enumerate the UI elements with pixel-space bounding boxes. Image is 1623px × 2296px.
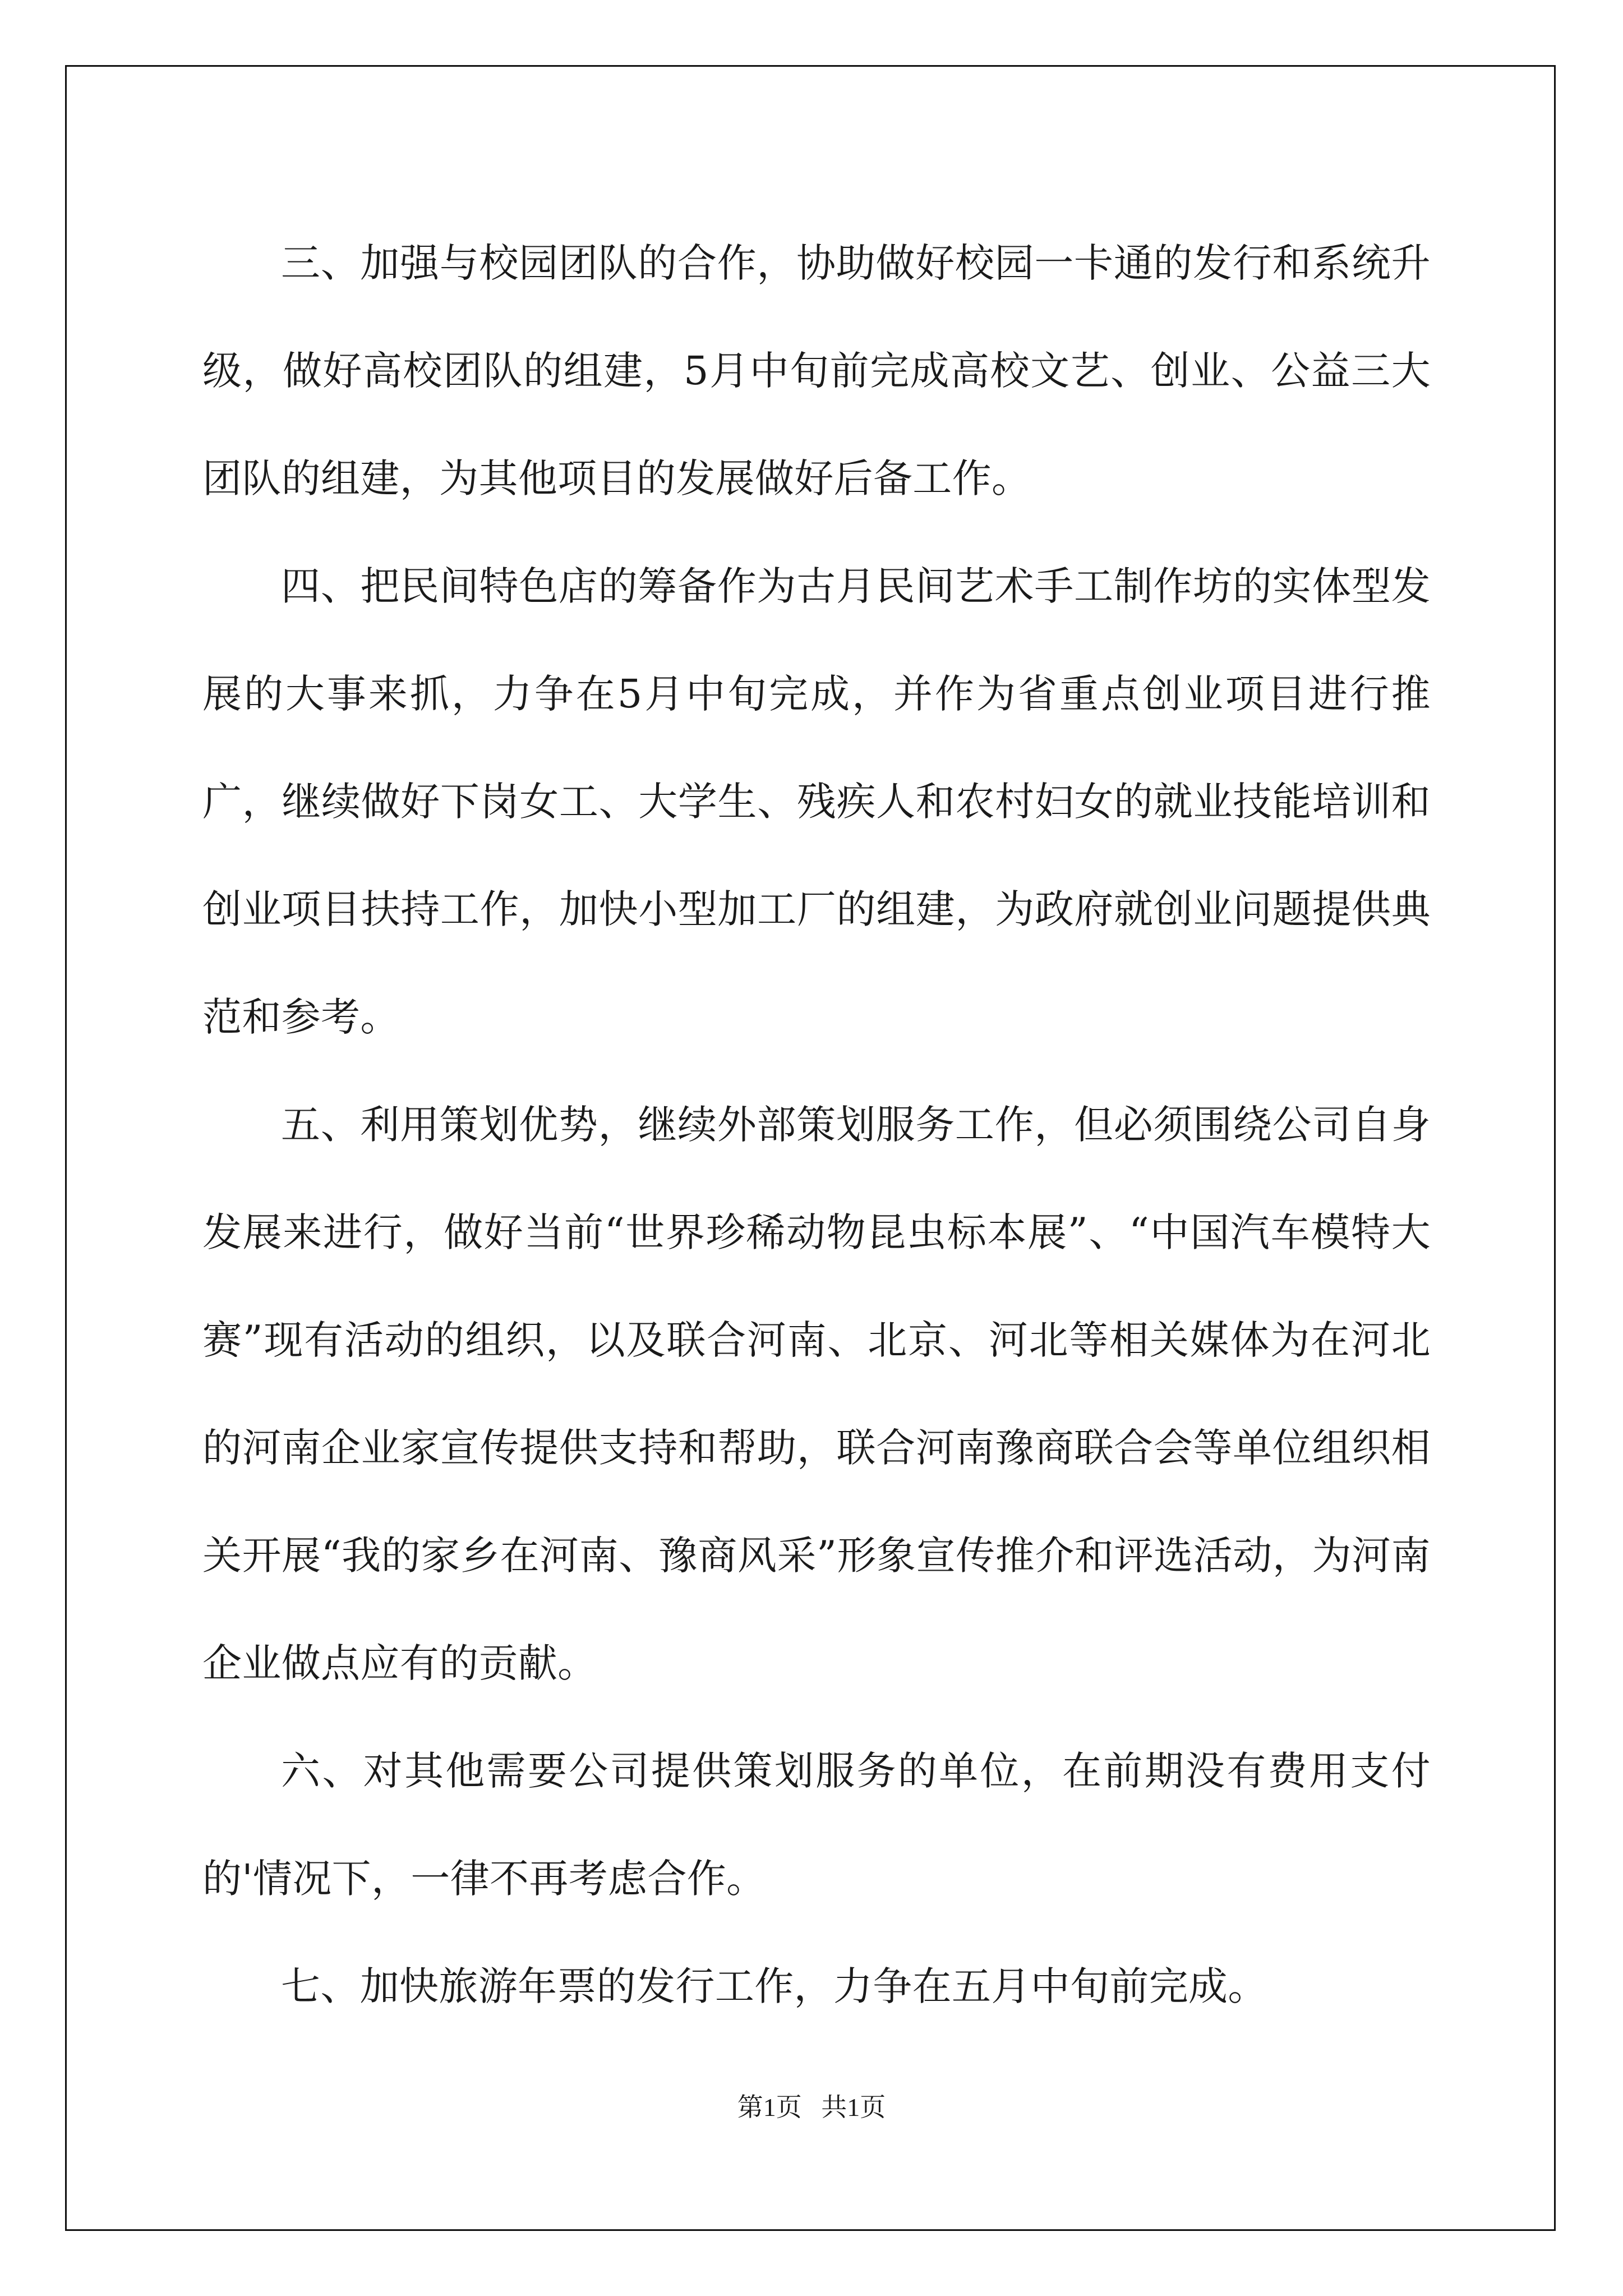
page-footer: [0, 2087, 1623, 2124]
page-number: 第1页: [737, 2093, 802, 2122]
paragraph-5: 五、利用策划优势，继续外部策划服务工作，但必须围绕公司自身发展来进行，做好当前“世界珍稀动物昆虫标本展”、“中国汽车模特大赛”现有活动的组织，以及联合河南、北京、河北等相关媒体为在河北的河南企业家宣传提供支持和帮助，联合河南豫商联合会等单位组织相关开展“我的家乡在河南、豫商风采”形象宣传推介和评选活动，为河南企业做点应有的贡献。: [202, 1102, 1431, 1686]
paragraph-4: 四、把民间特色店的筹备作为古月民间艺术手工制作坊的实体型发展的大事来抓，力争在5月中旬完成，并作为省重点创业项目进行推广，继续做好下岗女工、大学生、残疾人和农村妇女的就业技能培训和创业项目扶持工作，加快小型加工厂的组建，为政府就创业问题提供典范和参考。: [202, 563, 1431, 1040]
paragraph-6: 六、对其他需要公司提供策划服务的单位，在前期没有费用支付的'情况下，一律不再考虑合作。: [202, 1748, 1431, 1902]
document-body: [202, 209, 1431, 2040]
total-pages: 共1页: [821, 2093, 886, 2122]
paragraph-7: 七、加快旅游年票的发行工作，力争在五月中旬前完成。: [281, 1963, 1267, 2009]
footer-spacer: [802, 2093, 822, 2122]
paragraph-3: 三、加强与校园团队的合作，协助做好校园一卡通的发行和系统升级，做好高校团队的组建，5月中旬前完成高校文艺、创业、公益三大团队的组建，为其他项目的发展做好后备工作。: [202, 240, 1431, 501]
